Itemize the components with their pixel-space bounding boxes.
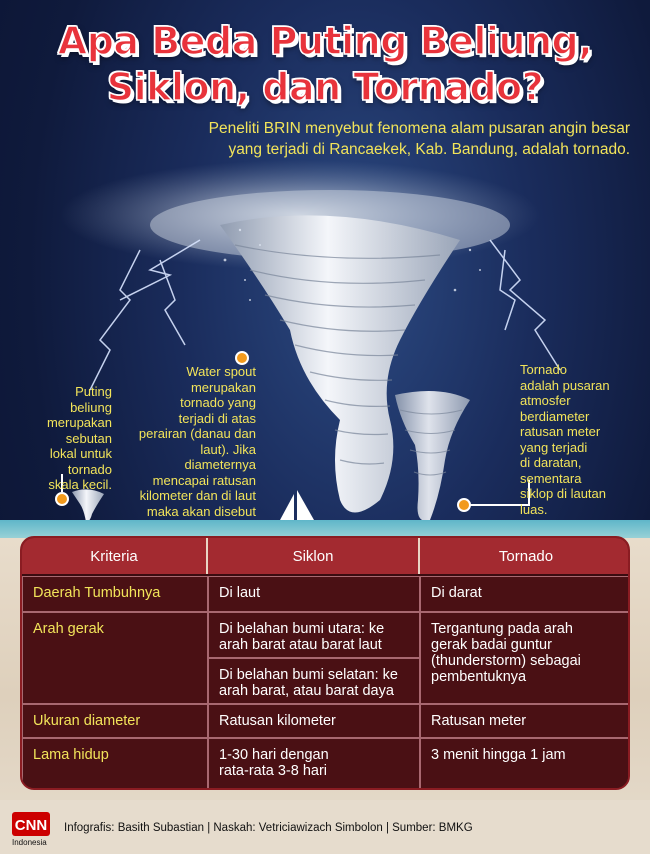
callout-line: luas. <box>520 501 548 517</box>
callout-line: maka akan disebut <box>146 503 256 519</box>
cell-line: Tergantung pada arah <box>431 621 573 637</box>
header-tornado: Tornado <box>498 547 554 565</box>
callout-line: sementara <box>520 470 582 486</box>
cell-label: Lama hidup <box>22 738 208 790</box>
cnn-logo-icon <box>12 812 60 848</box>
cell-label: Arah gerak <box>22 612 208 704</box>
cell-siklon: Ratusan kilometer <box>208 704 420 738</box>
cell-siklon-north <box>208 612 420 658</box>
callout-line: skala kecil. <box>48 477 112 492</box>
title-line-2: Siklon, dan Tornado? <box>106 65 544 109</box>
cell-tornado <box>420 612 630 704</box>
callout-line: berdiameter <box>520 408 590 424</box>
callout-dot-puting-beliung <box>55 492 69 506</box>
callout-line: tornado <box>67 461 112 477</box>
page-title <box>0 18 650 110</box>
callout-line: merupakan <box>190 379 256 395</box>
subtitle-line-2: yang terjadi di Rancaekek, Kab. Bandung, adalah tornado. <box>228 141 630 158</box>
callout-line: sebutan <box>65 430 112 446</box>
callout-line: perairan (danau dan <box>138 426 256 441</box>
callout-line: laut). Jika diameternya <box>184 441 256 472</box>
table-row-daerah <box>22 576 630 612</box>
cell-label: Ukuran diameter <box>22 704 208 738</box>
cell-line: rata-rata 3-8 hari <box>219 763 327 779</box>
cell-tornado: 3 menit hingga 1 jam <box>420 738 630 790</box>
callout-water-spout <box>136 364 256 535</box>
header-kriteria: Kriteria <box>22 538 208 574</box>
cell-line: pembentuknya <box>431 669 527 685</box>
cell-line: (thunderstorm) sebagai <box>431 653 581 669</box>
small-tornado-icon <box>72 489 104 522</box>
cnn-logo-subtext: Indonesia <box>12 838 47 847</box>
title-line-1: Apa Beda Puting Beliung, <box>57 19 593 63</box>
callout-line: adalah pusaran <box>520 377 610 393</box>
subtitle <box>60 118 630 160</box>
cell-line: arah barat, atau barat daya <box>219 683 394 699</box>
subtitle-line-1: Peneliti BRIN menyebut fenomena alam pusaran angin besar <box>208 120 630 137</box>
callout-line: Puting <box>75 384 112 399</box>
callout-dot-water-spout <box>235 351 249 365</box>
table-row-ukuran <box>22 704 630 738</box>
callout-tornado <box>520 362 630 517</box>
callout-line: tornado yang <box>180 395 256 410</box>
callout-line: Water spout <box>186 364 256 379</box>
cell-siklon <box>208 738 420 790</box>
callout-line: yang terjadi <box>520 439 588 455</box>
cell-line: gerak badai guntur <box>431 637 552 653</box>
callout-line: lokal untuk <box>49 446 112 461</box>
cell-siklon: Di laut <box>208 576 420 612</box>
table-row-arah <box>22 612 630 704</box>
callout-line: siklop di lautan <box>520 486 606 501</box>
header-siklon: Siklon <box>208 538 420 574</box>
cell-siklon-stack <box>208 612 420 704</box>
callout-line: di daratan, <box>520 455 582 470</box>
cnn-logo-text: CNN <box>14 817 48 834</box>
callout-line: atmosfer <box>520 393 571 408</box>
cell-line: 1-30 hari dengan <box>219 747 329 763</box>
cell-line: arah barat atau barat laut <box>219 637 382 653</box>
callout-line: mencapai ratusan <box>152 472 256 488</box>
callout-line: terjadi di atas <box>178 410 256 426</box>
cell-tornado: Ratusan meter <box>420 704 630 738</box>
table-row-lama <box>22 738 630 790</box>
cell-tornado: Di darat <box>420 576 630 612</box>
callout-line: Tornado <box>520 362 567 377</box>
callout-line: ratusan meter <box>520 424 601 439</box>
cell-siklon-south <box>208 658 420 704</box>
cell-line: Di belahan bumi utara: ke <box>219 621 385 637</box>
table-header <box>22 538 630 574</box>
cell-label: Daerah Tumbuhnya <box>22 576 208 612</box>
callout-dot-tornado <box>457 498 471 512</box>
callout-puting-beliung <box>32 384 112 493</box>
footer-credits: Infografis: Basith Subastian | Naskah: Vetriciawizach Simbolon | Sumber: BMKG <box>64 822 473 834</box>
comparison-table <box>20 536 630 790</box>
callout-line: merupakan <box>46 415 112 430</box>
cell-line: Di belahan bumi selatan: ke <box>219 667 398 683</box>
callout-line: beliung <box>70 399 112 415</box>
callout-line: kilometer dan di laut <box>139 488 256 503</box>
